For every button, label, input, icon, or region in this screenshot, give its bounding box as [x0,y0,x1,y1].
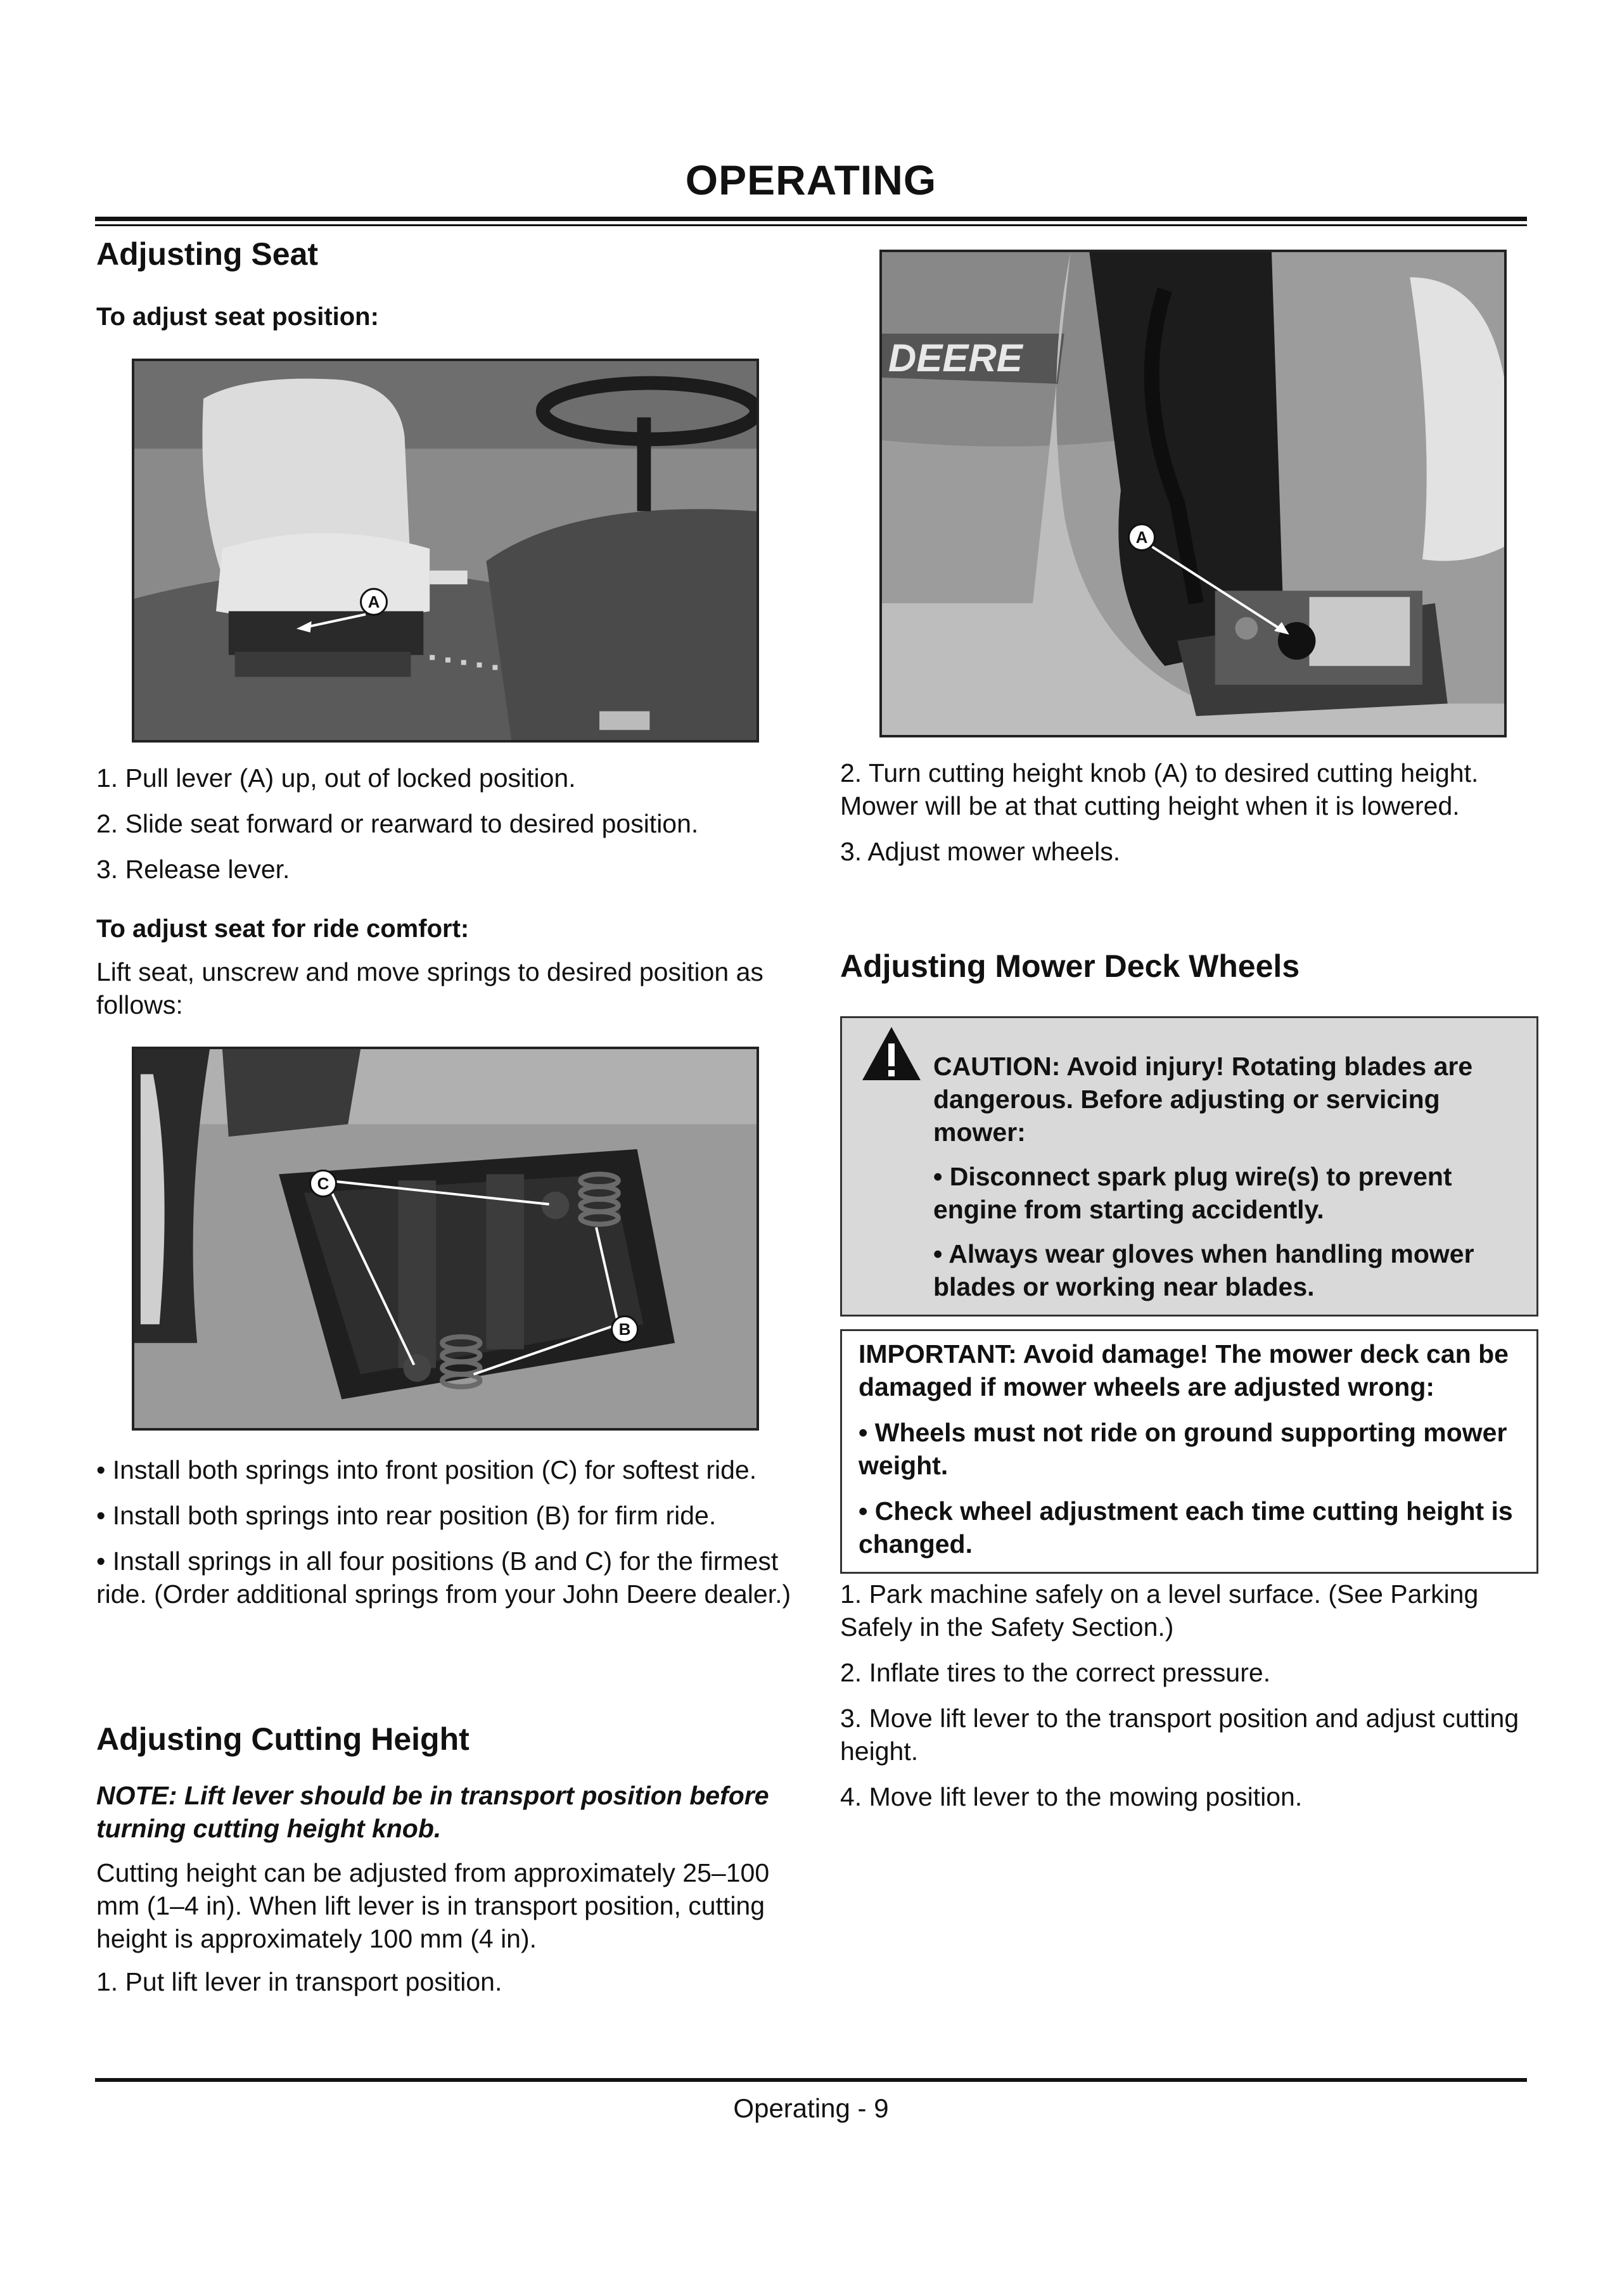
brand-lettering: DEERE [888,336,1023,381]
seat-lever-photo [132,359,759,743]
cutting-height-paragraph: Cutting height can be adjusted from approximately 25–100 mm (1–4 in). When lift lever is in transport position, cutting height is approximately 100 mm (4 in). [96,1858,770,1953]
comfort-intro: Lift seat, unscrew and move springs to desired position as follows: [96,957,763,1019]
important-bullet: • Wheels must not ride on ground supporting mower weight. [859,1418,1507,1480]
callout-b: B [611,1315,639,1343]
warning-triangle-icon [860,1024,923,1083]
subheading-ride-comfort: To adjust seat for ride comfort: [96,915,469,943]
list-item: 4. Move lift lever to the mowing position. [840,1782,1303,1811]
cutting-height-knob-photo [879,250,1507,737]
list-item: 3. Move lift lever to the transport position and adjust cutting height. [840,1704,1519,1766]
page-footer: Operating - 9 [733,2093,889,2123]
list-item: 1. Pull lever (A) up, out of locked position. [96,763,576,793]
caution-bullet: • Always wear gloves when handling mower blades or working near blades. [933,1239,1474,1301]
list-item: 2. Turn cutting height knob (A) to desired cutting height. Mower will be at that cutting height when it is lowered. [840,758,1479,820]
cutting-step-1: 1. Put lift lever in transport position. [96,1967,502,1996]
note-transport-position: NOTE: Lift lever should be in transport position before turning cutting height knob. [96,1781,769,1843]
list-item: 3. Adjust mower wheels. [840,837,1121,866]
seat-springs-photo [132,1047,759,1431]
seat-lever-illustration [134,361,757,740]
knob-steps-list [840,756,1531,868]
section-title-cutting-height: Adjusting Cutting Height [96,1721,469,1757]
header-rule [95,217,1527,221]
list-item: 2. Slide seat forward or rearward to desired position. [96,809,699,838]
important-text: IMPORTANT: Avoid damage! The mower deck can be damaged if mower wheels are adjusted wrong: [859,1339,1509,1401]
callout-c: C [309,1170,337,1197]
section-title-mower-deck-wheels: Adjusting Mower Deck Wheels [840,948,1300,984]
subheading-seat-position: To adjust seat position: [96,303,379,331]
list-item: • Install both springs into front position (C) for softest ride. [96,1455,757,1484]
header-rule-thin [95,224,1527,226]
seat-springs-illustration [134,1049,757,1428]
seat-steps-list [96,762,793,886]
callout-a: A [360,588,388,616]
list-item: 2. Inflate tires to the correct pressure. [840,1658,1271,1687]
important-bullet: • Check wheel adjustment each time cutting height is changed. [859,1496,1513,1559]
page-header: OPERATING [685,156,937,203]
spring-position-list [96,1453,800,1610]
callout-a: A [1128,523,1156,551]
list-item: 1. Park machine safely on a level surface. (See Parking Safely in the Safety Section.) [840,1579,1479,1642]
caution-box [840,1016,1538,1317]
list-item: • Install both springs into rear position (B) for firm ride. [96,1501,717,1530]
list-item: 3. Release lever. [96,855,290,884]
caution-bullet: • Disconnect spark plug wire(s) to prevent engine from starting accidently. [933,1162,1452,1224]
deck-steps-list [840,1578,1537,1813]
important-box [840,1329,1538,1574]
cutting-height-knob-illustration [882,252,1504,735]
section-title-adjusting-seat: Adjusting Seat [96,236,319,272]
list-item: • Install springs in all four positions (B and C) for the firmest ride. (Order additional springs from your John Deere dealer.) [96,1547,791,1609]
footer-rule [95,2078,1527,2082]
caution-text: CAUTION: Avoid injury! Rotating blades are dangerous. Before adjusting or servicing mower: [933,1052,1473,1147]
